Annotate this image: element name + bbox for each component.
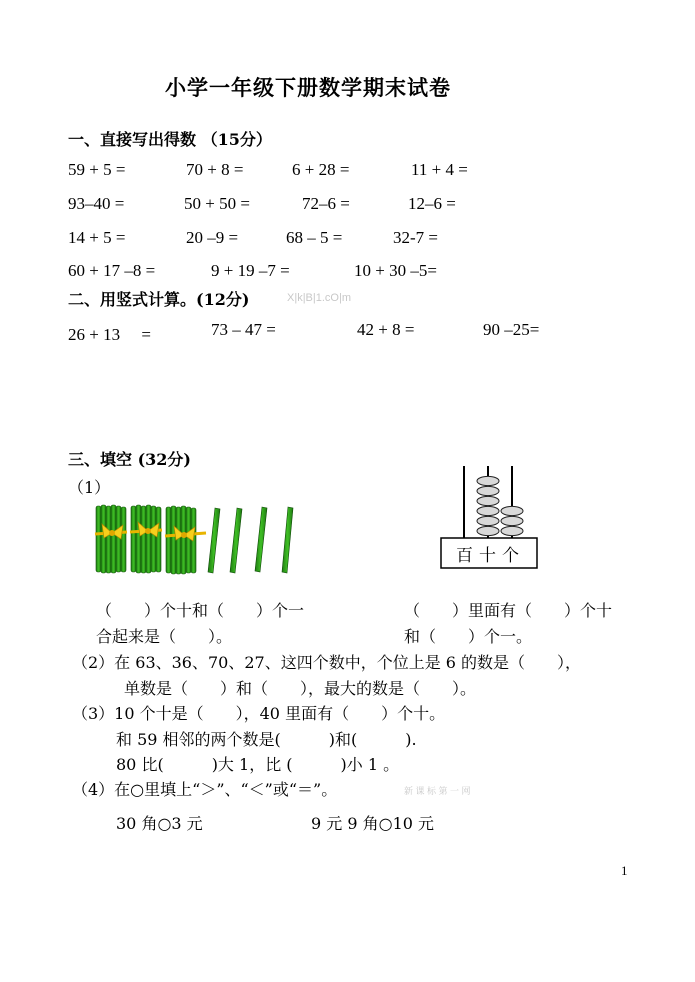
counting-sticks-illustration	[92, 500, 302, 580]
section-3-heading: 三、填空 (32分)	[68, 450, 191, 469]
watermark: 新 课 标 第 一 网	[404, 786, 471, 796]
question-1-label: （1）	[68, 478, 111, 497]
question-3-line-1: （3）10 个十是（ ），40 里面有（ ）个十。	[72, 704, 446, 723]
abacus-bead-stack-tens	[477, 476, 499, 535]
problem: 60 + 17 –8 =	[68, 261, 156, 280]
abacus-place-label: 百十个	[456, 546, 525, 566]
stick-bundle	[165, 506, 206, 574]
single-stick	[230, 508, 242, 573]
problem: 73 – 47 =	[211, 320, 276, 339]
question-1-left-line-1: （ ）个十和（ ）个一	[96, 601, 305, 620]
question-4-line-1: （4）在○里填上“＞”、“＜”或“＝”。	[72, 780, 338, 799]
problem: 26 + 13 =	[68, 325, 151, 344]
question-2-line-1: （2）在 63、36、70、27、这四个数中，个位上是 6 的数是（ ），	[72, 653, 582, 672]
problem: 12–6 =	[408, 194, 456, 213]
single-stick	[208, 508, 220, 573]
problem: 10 + 30 –5=	[354, 261, 437, 280]
question-1-right-line-1: （ ）里面有（ ）个十	[404, 601, 613, 620]
question-4-right-comparison: 9 元 9 角○10 元	[311, 814, 435, 833]
section-1-heading: 一、直接写出得数 （15分）	[68, 130, 272, 149]
abacus-bead-stack-ones	[501, 506, 523, 535]
single-stick	[255, 507, 267, 572]
page-number: 1	[621, 863, 628, 878]
problem: 9 + 19 –7 =	[211, 261, 290, 280]
single-stick	[282, 507, 293, 573]
problem: 42 + 8 =	[357, 320, 415, 339]
problem: 11 + 4 =	[411, 160, 468, 179]
stick-bundle	[130, 505, 162, 573]
question-4-left-comparison: 30 角○3 元	[116, 814, 203, 833]
section-2-heading: 二、用竖式计算。(12分)	[68, 290, 250, 309]
question-3-line-3: 80 比( )大 1，比 ( )小 1 。	[116, 755, 400, 774]
question-3-line-2: 和 59 相邻的两个数是( )和( ).	[116, 730, 417, 749]
problem: 50 + 50 =	[184, 194, 250, 213]
problem: 72–6 =	[302, 194, 350, 213]
problem: 59 + 5 =	[68, 160, 126, 179]
problem: 14 + 5 =	[68, 228, 126, 247]
problem: 68 – 5 =	[286, 228, 343, 247]
problem: 20 –9 =	[186, 228, 239, 247]
problem: 90 –25=	[483, 320, 540, 339]
problem: 6 + 28 =	[292, 160, 350, 179]
problem: 70 + 8 =	[186, 160, 244, 179]
question-1-right-line-2: 和（ ）个一。	[404, 627, 533, 646]
stick-bundle	[95, 505, 127, 573]
problem: 32-7 =	[393, 228, 438, 247]
question-2-line-2: 单数是（ ）和（ ），最大的数是（ ）。	[124, 679, 477, 698]
problem: 93–40 =	[68, 194, 125, 213]
page-title: 小学一年级下册数学期末试卷	[165, 75, 451, 100]
question-1-left-line-2: 合起来是（ ）。	[96, 627, 233, 646]
watermark: X|k|B|1.cO|m	[287, 292, 351, 304]
